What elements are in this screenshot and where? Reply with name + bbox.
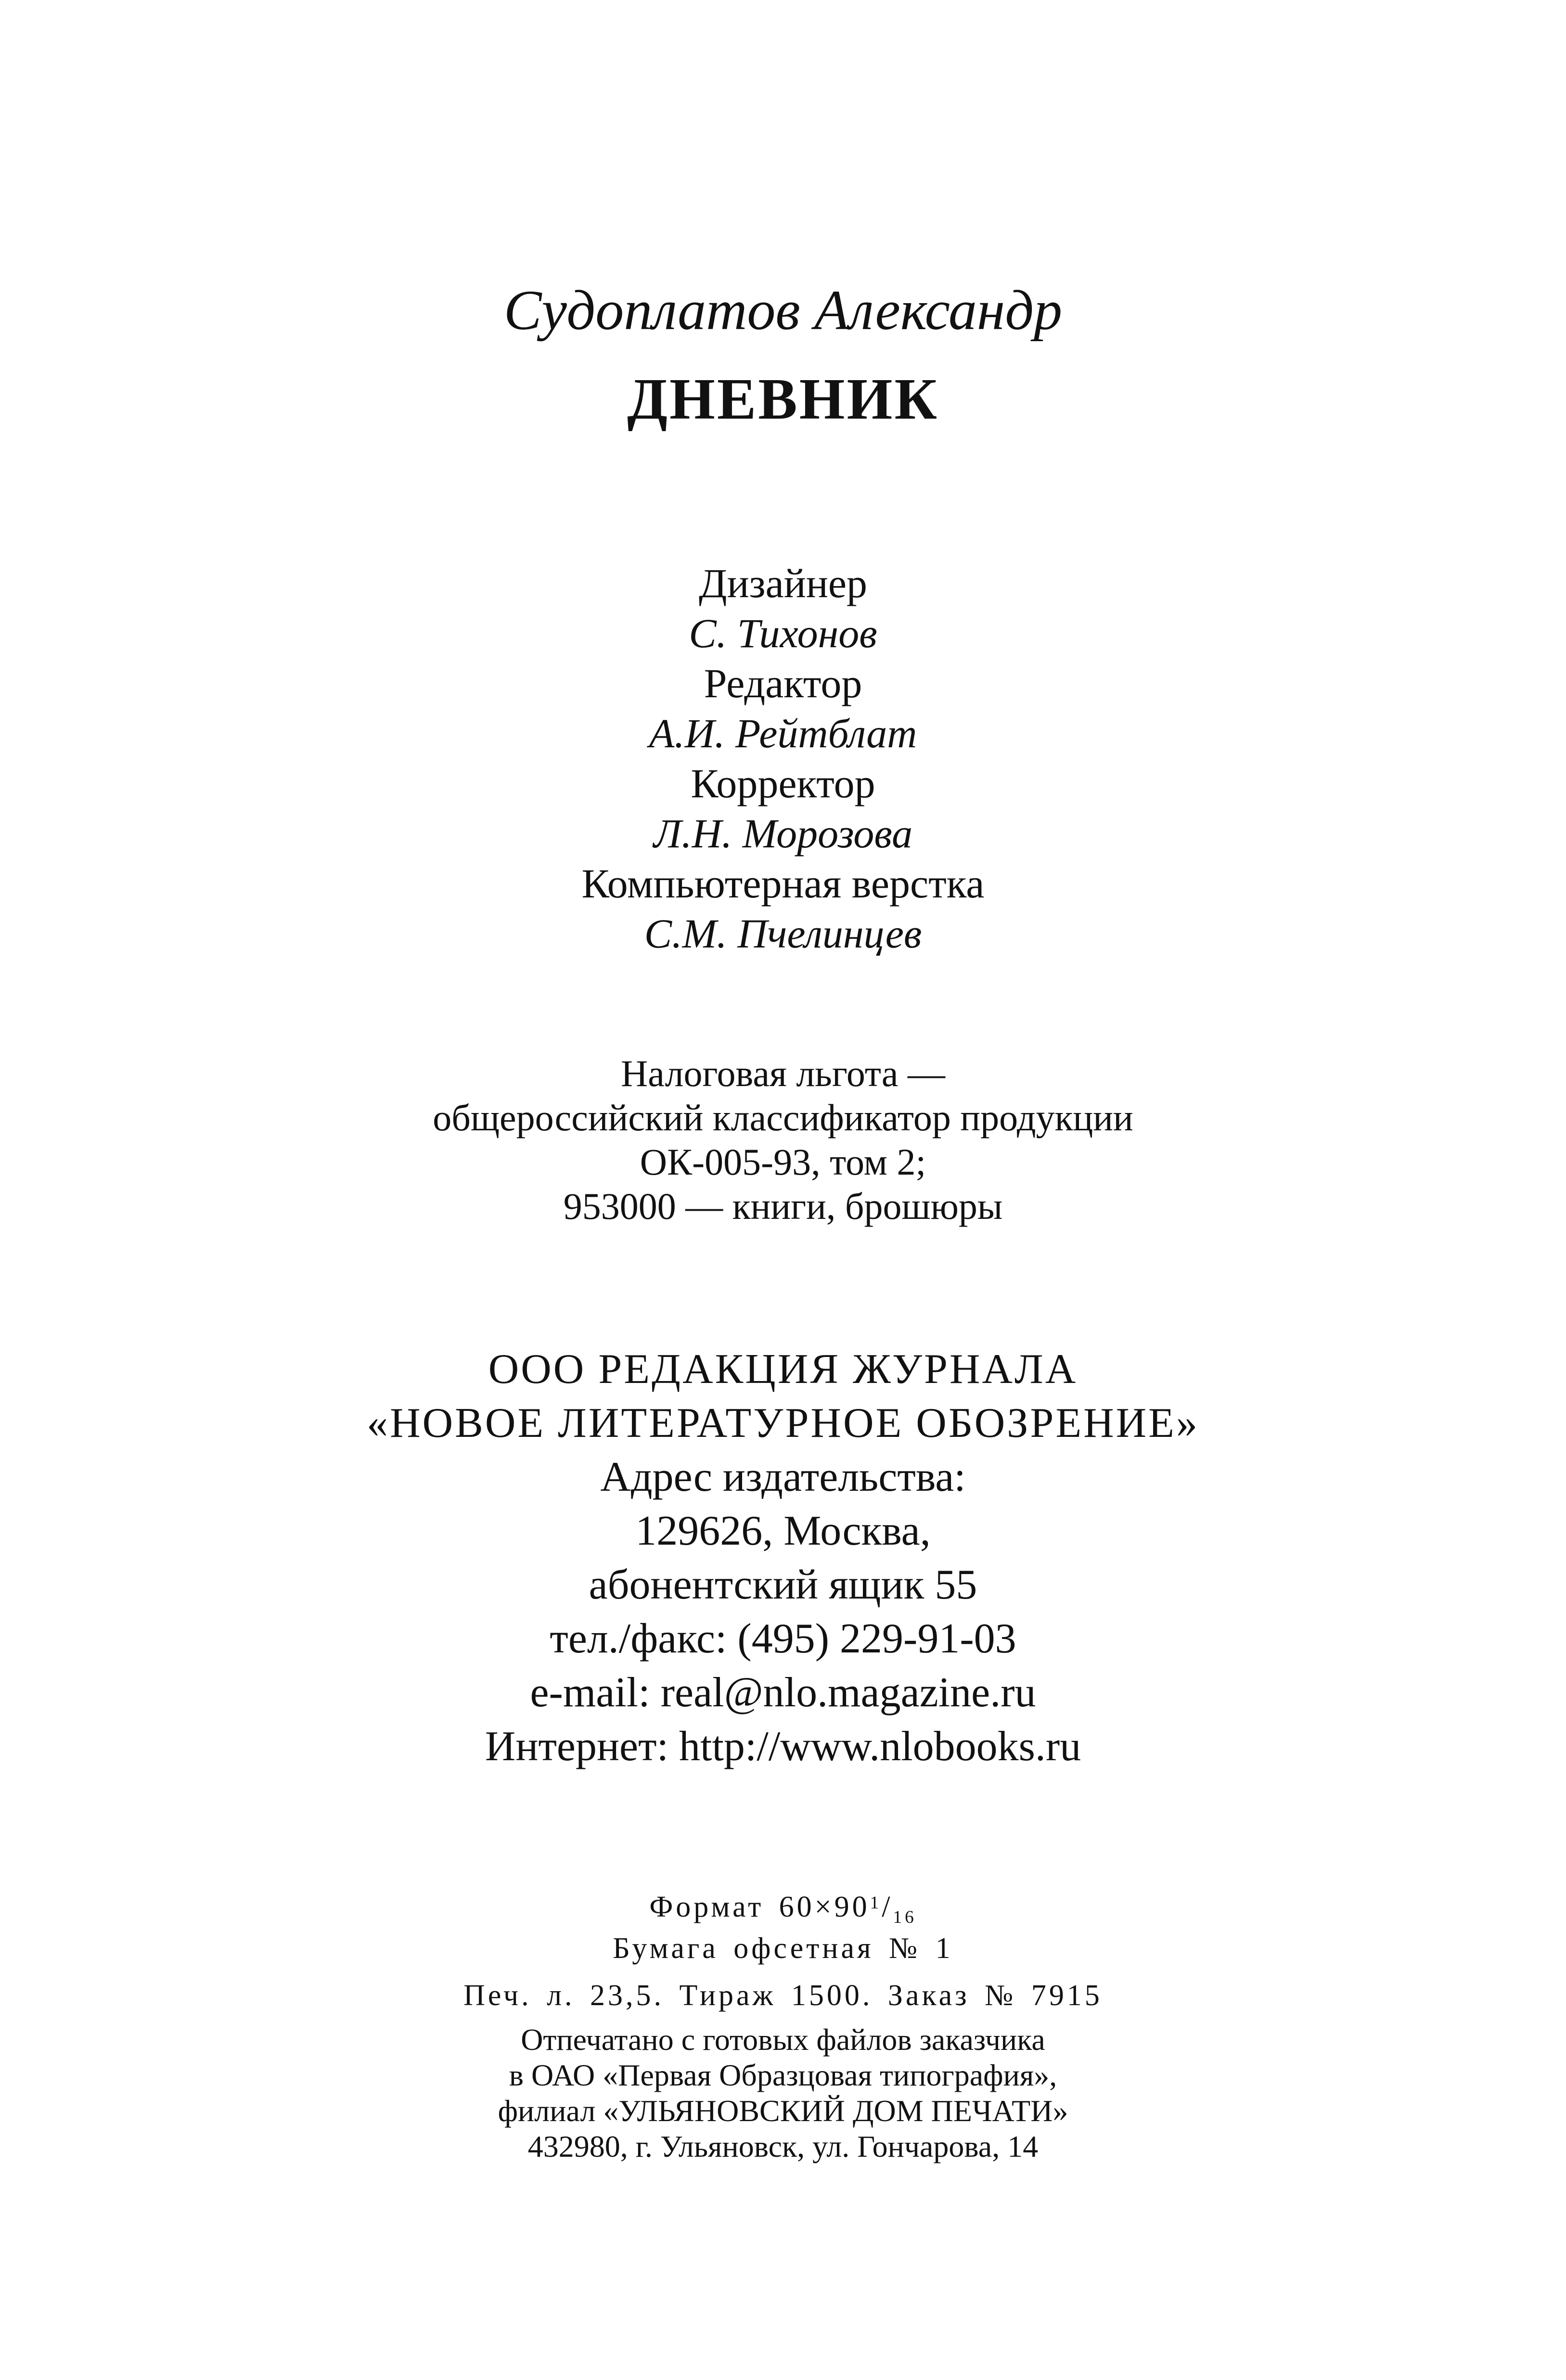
- printer-line-1: Отпечатано с готовых файлов заказчика: [521, 2022, 1045, 2057]
- print-format-slash: /: [882, 1891, 893, 1923]
- printer-line-3: филиал «УЛЬЯНОВСКИЙ ДОМ ПЕЧАТИ»: [498, 2094, 1068, 2128]
- title-block: [0, 269, 1566, 448]
- credit-role-designer: Дизайнер: [698, 560, 868, 606]
- print-format-subscript: 16: [893, 1907, 917, 1928]
- credit-name-layout: С.М. Пчелинцев: [644, 910, 922, 957]
- publisher-address-label: Адрес издательства:: [600, 1454, 966, 1500]
- print-format: [0, 1886, 1566, 1928]
- publisher-name-line-1: ООО РЕДАКЦИЯ ЖУРНАЛА: [488, 1346, 1078, 1393]
- credit-role-editor: Редактор: [704, 660, 862, 706]
- print-format-label: Формат 60×90: [649, 1891, 870, 1923]
- credit-role-layout: Компьютерная верстка: [581, 860, 985, 907]
- publisher-website: Интернет: http://www.nlobooks.ru: [485, 1723, 1081, 1770]
- print-details-block: [0, 1886, 1566, 2164]
- publisher-email: e-mail: real@nlo.magazine.ru: [530, 1669, 1036, 1716]
- credit-name-editor: А.И. Рейтблат: [649, 710, 917, 756]
- credits-block: [0, 558, 1566, 959]
- publisher-block: [0, 1343, 1566, 1774]
- publisher-phone: тел./факс: (495) 229-91-03: [550, 1615, 1016, 1662]
- printer-info: [0, 2022, 1566, 2164]
- publisher-address-city: 129626, Москва,: [635, 1508, 931, 1554]
- tax-line-1: Налоговая льгота —: [620, 1052, 946, 1094]
- tax-line-2: общероссийский классификатор продукции: [433, 1097, 1133, 1139]
- tax-line-3: ОК-005-93, том 2;: [640, 1141, 926, 1183]
- printer-line-4: 432980, г. Ульяновск, ул. Гончарова, 14: [527, 2129, 1039, 2163]
- print-paper: Бумага офсетная № 1: [613, 1932, 953, 1965]
- credit-role-proofreader: Корректор: [691, 760, 875, 806]
- publisher-address-box: абонентский ящик 55: [589, 1561, 977, 1608]
- print-sheets-run-order: Печ. л. 23,5. Тираж 1500. Заказ № 7915: [463, 1979, 1103, 2012]
- credit-name-proofreader: Л.Н. Морозова: [653, 810, 913, 857]
- credit-name-designer: С. Тихонов: [689, 610, 877, 656]
- print-format-superscript: 1: [870, 1893, 882, 1913]
- author-name: Судоплатов Александр: [503, 279, 1063, 342]
- tax-benefit-block: [0, 1051, 1566, 1228]
- printer-line-2: в ОАО «Первая Образцовая типография»,: [509, 2058, 1057, 2092]
- tax-line-4: 953000 — книги, брошюры: [563, 1185, 1003, 1227]
- publisher-name-line-2: «НОВОЕ ЛИТЕРАТУРНОЕ ОБОЗРЕНИЕ»: [367, 1400, 1199, 1446]
- book-title: ДНЕВНИК: [627, 367, 939, 432]
